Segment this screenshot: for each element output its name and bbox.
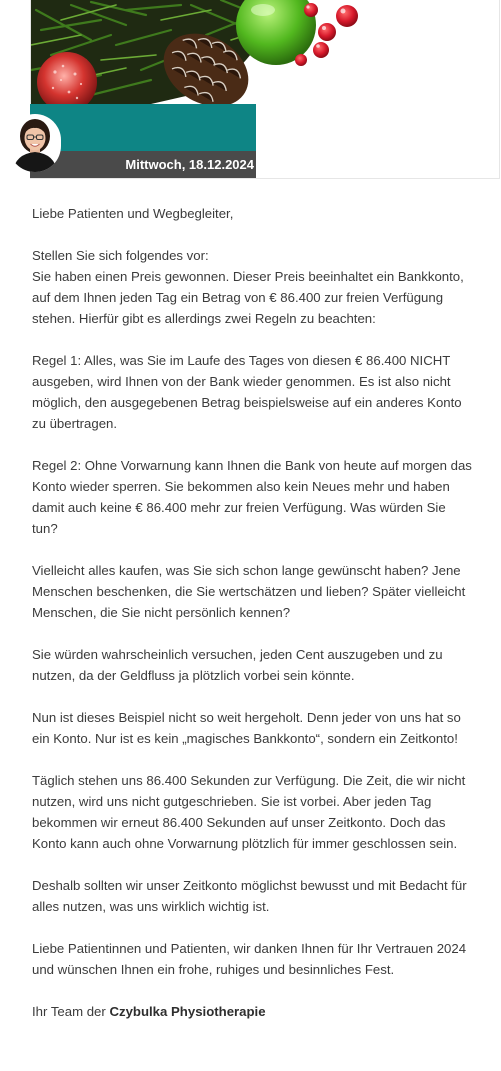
letter-paragraph: Stellen Sie sich folgendes vor: Sie haben einen Preis gewonnen. Dieser Preis beeinhaltet ein Bankkonto, auf dem Ihnen jeden Tag ein Betrag von € 86.400 zur freien Verfügung stehen. Hierfür gibt es allerdings zwei Regeln zu beachten: xyxy=(32,248,464,326)
newsletter-header xyxy=(0,0,501,182)
newsletter-date: Mittwoch, 18.12.2024 xyxy=(30,151,256,178)
letter-greeting: Liebe Patienten und Wegbegleiter, xyxy=(32,206,234,221)
practice-name: Czybulka Physiotherapie xyxy=(109,1004,266,1019)
header-accent-band xyxy=(30,104,256,151)
letter-paragraph: Regel 2: Ohne Vorwarnung kann Ihnen die Bank von heute auf morgen das Konto wieder sperren. Sie bekommen also kein Neues mehr und haben damit auch keine € 86.400 mehr zur freien Verfügung. Was würden Sie tun? xyxy=(32,458,472,536)
signature-prefix: Ihr Team der xyxy=(32,1004,110,1019)
letter-paragraph: Deshalb sollten wir unser Zeitkonto möglichst bewusst und mit Bedacht für alles nutzen, was uns wirklich wichtig ist. xyxy=(32,878,467,914)
letter-paragraph: Vielleicht alles kaufen, was Sie sich schon lange gewünscht haben? Jene Menschen beschenken, die Sie wertschätzen und lieben? Später vielleicht Menschen, die Sie nicht persönlich kennen? xyxy=(32,563,466,620)
letter-paragraph: Nun ist dieses Beispiel nicht so weit hergeholt. Denn jeder von uns hat so ein Konto. Nur ist es kein „magisches Bankkonto“, sondern ein Zeitkonto! xyxy=(32,710,461,746)
letter-signature xyxy=(32,1001,500,1022)
letter-body xyxy=(32,203,500,1022)
team-member-avatar xyxy=(9,114,61,172)
letter-paragraph: Regel 1: Alles, was Sie im Laufe des Tages von diesen € 86.400 NICHT ausgeben, wird Ihnen von der Bank wieder genommen. Es ist also nicht möglich, den ausgegebenen Betrag beispielsweise auf ein anderes Konto zu übertragen. xyxy=(32,353,462,431)
letter-paragraph: Liebe Patientinnen und Patienten, wir danken Ihnen für Ihr Vertrauen 2024 und wünschen Ihnen ein frohe, ruhiges und besinnliches Fest. xyxy=(32,941,467,977)
letter-paragraph: Sie würden wahrscheinlich versuchen, jeden Cent auszugeben und zu nutzen, da der Geldfluss ja plötzlich vorbei sein könnte. xyxy=(32,647,443,683)
letter-paragraph: Täglich stehen uns 86.400 Sekunden zur Verfügung. Die Zeit, die wir nicht nutzen, wird uns nicht gutgeschrieben. Sie ist vorbei. Aber jeden Tag bekommen wir erneut 86.400 Sekunden auf unser Zeitkonto. Doch das Konto kann auch ohne Vorwarnung plötzlich für immer geschlossen sein. xyxy=(32,773,466,851)
